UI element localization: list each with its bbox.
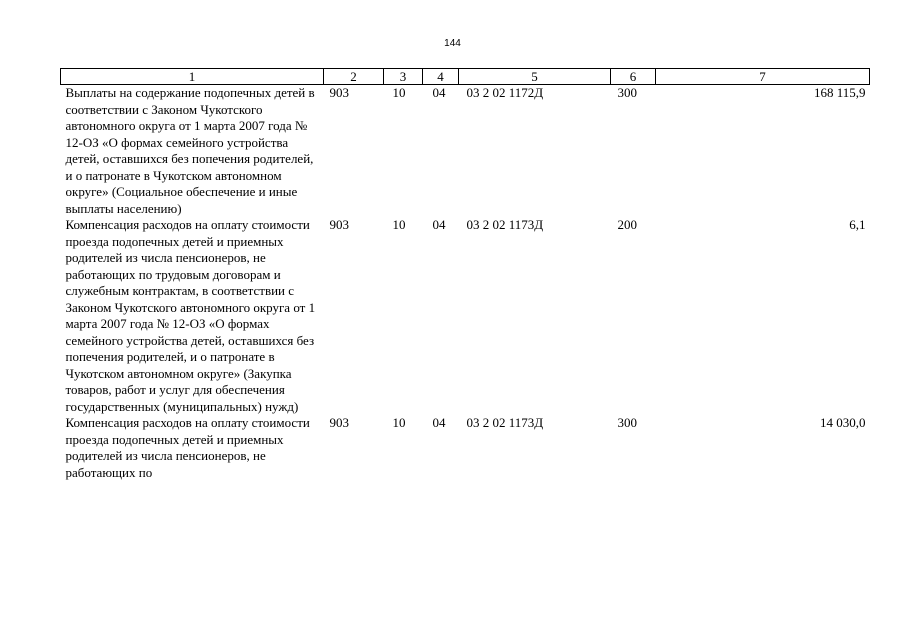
column-header-target: 5 bbox=[459, 69, 611, 85]
row-description: Компенсация расходов на оплату стоимости проезда подопечных детей и приемных родителей из числа пенсионеров, не работающих по трудовым договорам и служебным контрактам, в соответствии с Законом Чукотского автономного округа от 1 марта 2007 года № 12-ОЗ «О формах семейного устройства детей, оставшихся без попечения родителей, и о патронате в Чукотском автономном округе» (Закупка товаров, работ и услуг для обеспечения государственных (муниципальных) нужд) bbox=[65, 217, 316, 414]
row-expense-type: 200 bbox=[617, 217, 637, 232]
row-section-code: 10 bbox=[392, 85, 406, 100]
row-expense-type: 300 bbox=[617, 415, 637, 430]
table-row bbox=[61, 415, 870, 481]
row-subsection-code: 04 bbox=[432, 217, 446, 232]
table-row bbox=[61, 85, 870, 218]
table-row bbox=[61, 217, 870, 415]
column-header-ministry: 2 bbox=[324, 69, 384, 85]
row-description: Выплаты на содержание подопечных детей в соответствии с Законом Чукотского автономного округа от 1 марта 2007 года № 12-ОЗ «О формах семейного устройства детей, оставшихся без попечения родителей, и о патронате в Чукотском автономном округе» (Социальное обеспечение и иные выплаты населению) bbox=[65, 85, 315, 216]
row-description: Компенсация расходов на оплату стоимости проезда подопечных детей и приемных родителей из числа пенсионеров, не работающих по bbox=[65, 415, 310, 480]
table-header bbox=[61, 69, 870, 85]
column-header-section: 3 bbox=[384, 69, 423, 85]
column-header-amount: 7 bbox=[656, 69, 870, 85]
row-target-code: 03 2 02 1173Д bbox=[466, 415, 544, 430]
column-header-subsection: 4 bbox=[423, 69, 459, 85]
row-amount: 168 115,9 bbox=[813, 85, 866, 100]
row-ministry-code: 903 bbox=[329, 217, 349, 232]
row-amount: 14 030,0 bbox=[820, 415, 866, 430]
column-header-expense-type: 6 bbox=[611, 69, 656, 85]
row-amount: 6,1 bbox=[849, 217, 866, 232]
row-target-code: 03 2 02 1172Д bbox=[466, 85, 544, 100]
row-target-code: 03 2 02 1173Д bbox=[466, 217, 544, 232]
row-expense-type: 300 bbox=[617, 85, 637, 100]
table-body bbox=[61, 85, 870, 482]
row-subsection-code: 04 bbox=[432, 415, 446, 430]
row-ministry-code: 903 bbox=[329, 415, 349, 430]
row-subsection-code: 04 bbox=[432, 85, 446, 100]
page-number: 144 bbox=[444, 38, 461, 49]
budget-table bbox=[60, 68, 870, 481]
row-section-code: 10 bbox=[392, 217, 406, 232]
header-row bbox=[61, 69, 870, 85]
row-ministry-code: 903 bbox=[329, 85, 349, 100]
row-section-code: 10 bbox=[392, 415, 406, 430]
column-header-description: 1 bbox=[61, 69, 324, 85]
